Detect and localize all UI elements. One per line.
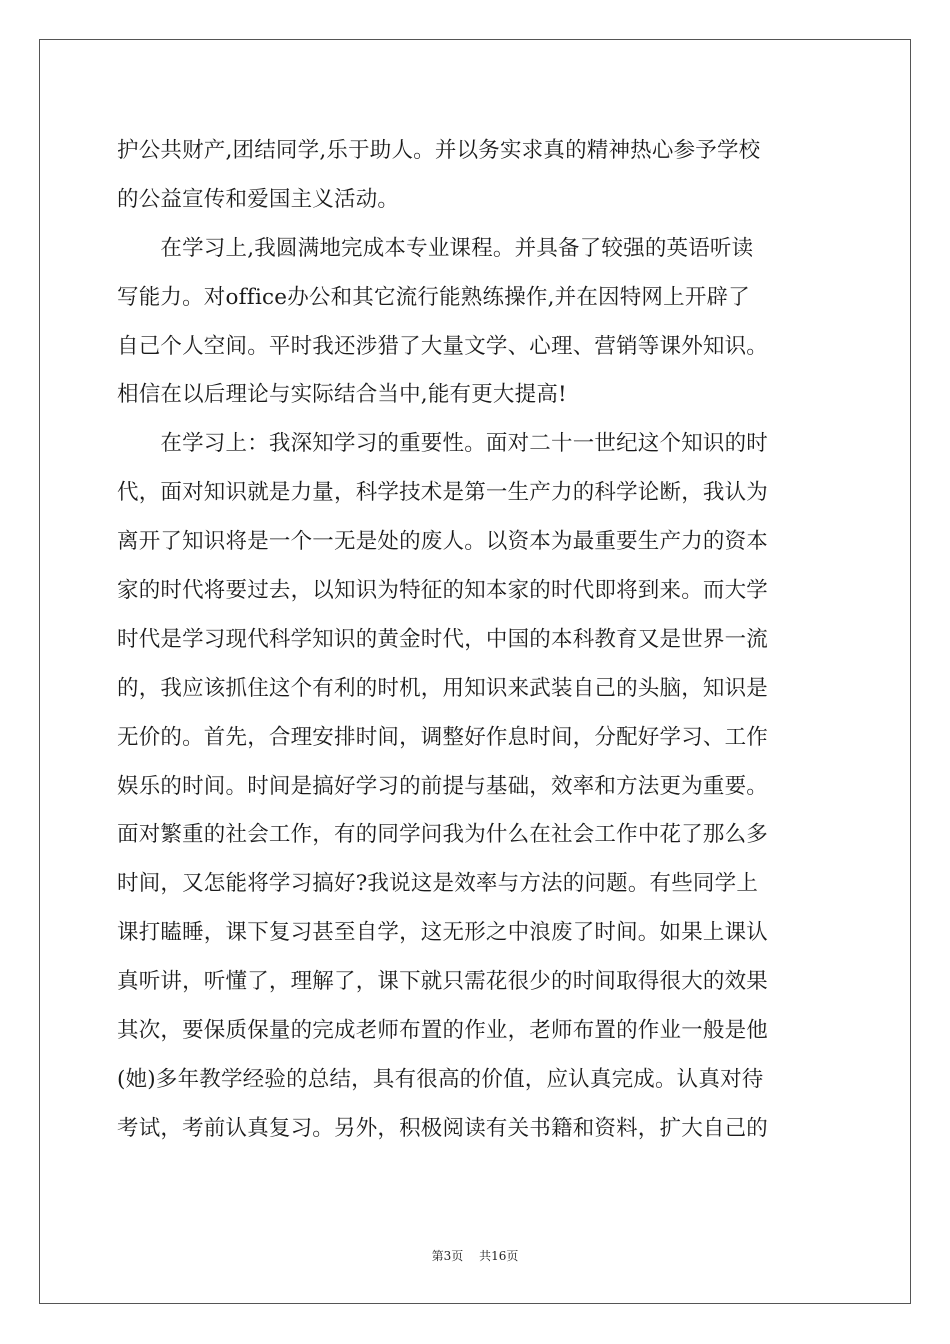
text-line: 代，面对知识就是力量，科学技术是第一生产力的科学论断，我认为 <box>117 480 769 506</box>
page-total: 共16页 <box>479 1249 519 1263</box>
text-line: 家的时代将要过去，以知识为特征的知本家的时代即将到来。而大学 <box>117 578 769 604</box>
text-line: 其次，要保质保量的完成老师布置的作业，老师布置的作业一般是他 <box>117 1018 769 1044</box>
text-line: 离开了知识将是一个一无是处的废人。以资本为最重要生产力的资本 <box>117 529 769 555</box>
text-line: 护公共财产,团结同学,乐于助人。并以务实求真的精神热心参予学校 <box>117 138 761 163</box>
text-line: 相信在以后理论与实际结合当中,能有更大提高! <box>117 382 567 408</box>
text-line: 无价的。首先，合理安排时间，调整好作息时间，分配好学习、工作 <box>117 724 769 750</box>
text-line: 面对繁重的社会工作，有的同学问我为什么在社会工作中花了那么多 <box>117 822 769 848</box>
text-line: 真听讲，听懂了，理解了，课下就只需花很少的时间取得很大的效果 <box>117 969 769 995</box>
text-line: 时代是学习现代科学知识的黄金时代，中国的本科教育又是世界一流 <box>117 626 769 652</box>
text-line: 在学习上：我深知学习的重要性。面对二十一世纪这个知识的时 <box>117 431 769 457</box>
document-body <box>117 127 833 1154</box>
text-line: 自己个人空间。平时我还涉猎了大量文学、心理、营销等课外知识。 <box>117 333 769 359</box>
page-number: 第3页 <box>431 1249 464 1263</box>
text-line: 的，我应该抓住这个有利的时机，用知识来武装自己的头脑，知识是 <box>117 675 769 701</box>
page-footer <box>0 1247 950 1264</box>
text-line: 在学习上,我圆满地完成本专业课程。并具备了较强的英语听读 <box>117 235 754 261</box>
text-line: 写能力。对office办公和其它流行能熟练操作,并在因特网上开辟了 <box>117 284 750 310</box>
text-line: 娱乐的时间。时间是搞好学习的前提与基础，效率和方法更为重要。 <box>117 773 769 799</box>
text-line: 时间，又怎能将学习搞好?我说这是效率与方法的问题。有些同学上 <box>117 871 759 897</box>
text-line: (她)多年教学经验的总结，具有很高的价值，应认真完成。认真对待 <box>117 1066 764 1092</box>
text-line: 的公益宣传和爱国主义活动。 <box>117 186 400 212</box>
text-line: 考试，考前认真复习。另外，积极阅读有关书籍和资料，扩大自己的 <box>117 1115 769 1141</box>
text-line: 课打瞌睡，课下复习甚至自学，这无形之中浪废了时间。如果上课认 <box>117 920 769 946</box>
